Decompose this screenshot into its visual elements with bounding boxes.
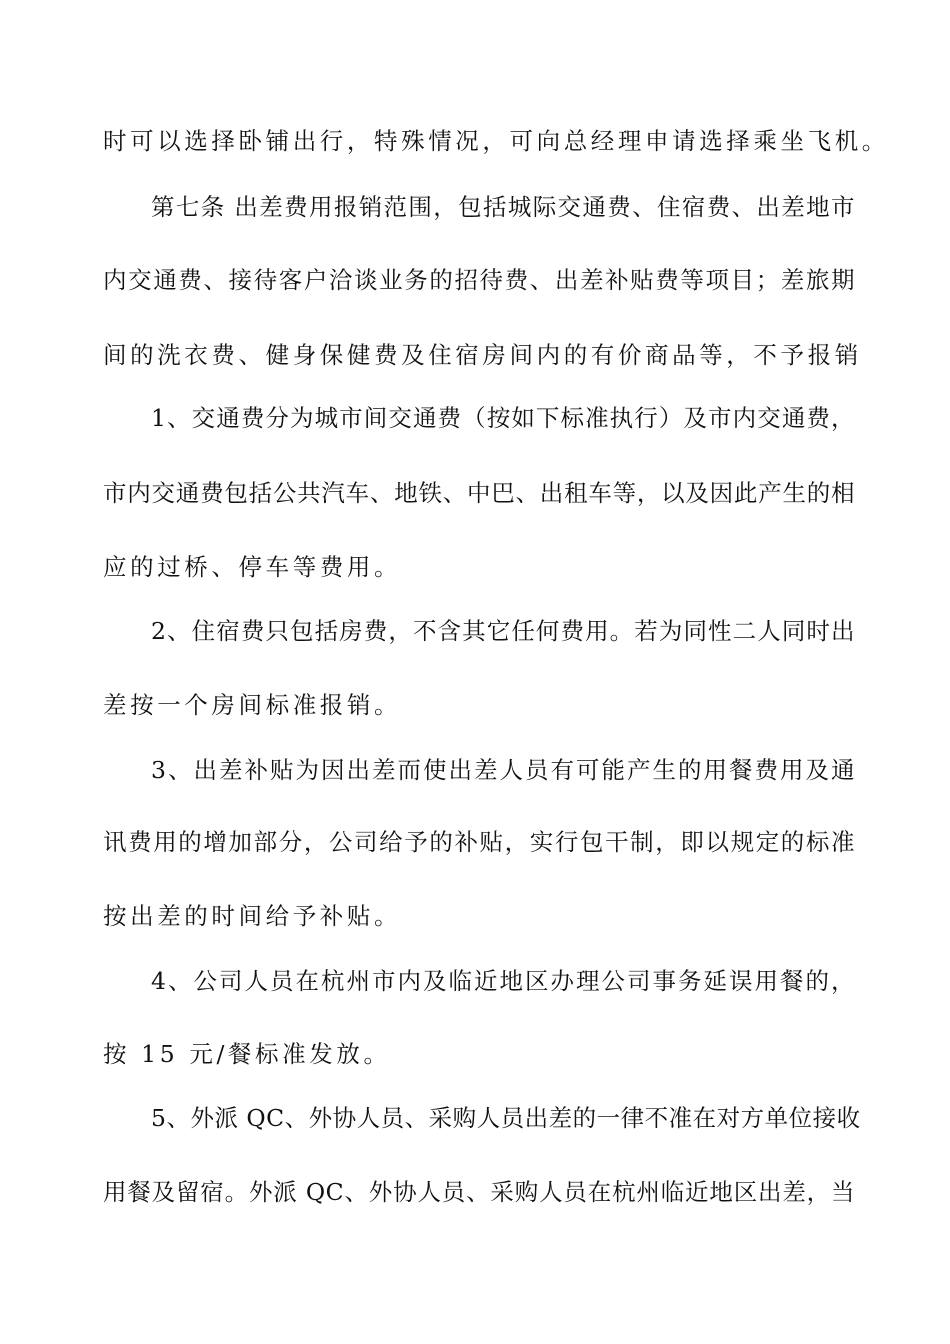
text-line: 4、公司人员在杭州市内及临近地区办理公司事务延误用餐的， (151, 967, 855, 995)
text-line: 讯费用的增加部分，公司给予的补贴，实行包干制，即以规定的标准 (103, 828, 855, 856)
text-line: 用餐及留宿。外派 QC、外协人员、采购人员在杭州临近地区出差，当 (103, 1178, 855, 1206)
text-line: 间的洗衣费、健身保健费及住宿房间内的有价商品等，不予报销 (103, 341, 862, 369)
text-line: 差按一个房间标准报销。 (103, 691, 402, 719)
text-line: 第七条 出差费用报销范围，包括城际交通费、住宿费、出差地市 (151, 193, 855, 221)
text-line: 应的过桥、停车等费用。 (103, 553, 402, 581)
text-line: 2、住宿费只包括房费，不含其它任何费用。若为同性二人同时出 (151, 617, 855, 645)
text-line: 1、交通费分为城市间交通费（按如下标准执行）及市内交通费， (151, 404, 855, 432)
text-line: 3、出差补贴为因出差而使出差人员有可能产生的用餐费用及通 (151, 756, 855, 784)
text-line: 市内交通费包括公共汽车、地铁、中巴、出租车等，以及因此产生的相 (103, 479, 855, 507)
text-line: 按出差的时间给予补贴。 (103, 902, 402, 930)
text-line: 按 15 元/餐标准发放。 (103, 1040, 391, 1068)
text-line: 时可以选择卧铺出行，特殊情况，可向总经理申请选择乘坐飞机。 (103, 127, 889, 155)
text-line: 5、外派 QC、外协人员、采购人员出差的一律不准在对方单位接收 (151, 1104, 861, 1132)
text-line: 内交通费、接待客户洽谈业务的招待费、出差补贴费等项目；差旅期 (103, 266, 855, 294)
